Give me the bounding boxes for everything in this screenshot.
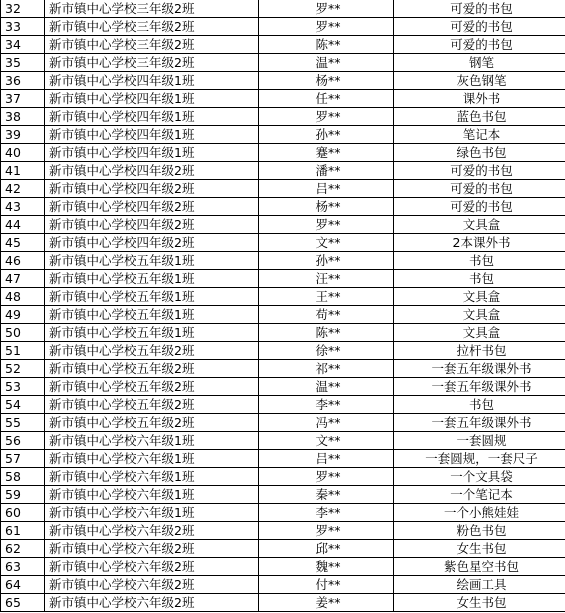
wish-item-cell: 一个文具袋	[394, 468, 565, 486]
table-row	[1, 594, 565, 612]
school-class-cell: 新市镇中心学校六年级2班	[45, 594, 259, 612]
table-row	[1, 90, 565, 108]
table-row	[1, 306, 565, 324]
row-number-cell: 64	[1, 576, 45, 594]
table-row	[1, 342, 565, 360]
table-row	[1, 288, 565, 306]
student-name-cell: 姜**	[259, 594, 394, 612]
row-number-cell: 59	[1, 486, 45, 504]
row-number-cell: 50	[1, 324, 45, 342]
row-number-cell: 38	[1, 108, 45, 126]
student-name-cell: 罗**	[259, 18, 394, 36]
school-class-cell: 新市镇中心学校三年级2班	[45, 36, 259, 54]
table-body	[1, 0, 565, 612]
table-row	[1, 522, 565, 540]
student-name-cell: 潘**	[259, 162, 394, 180]
school-class-cell: 新市镇中心学校四年级2班	[45, 234, 259, 252]
row-number-cell: 58	[1, 468, 45, 486]
row-number-cell: 61	[1, 522, 45, 540]
student-name-cell: 魏**	[259, 558, 394, 576]
row-number-cell: 55	[1, 414, 45, 432]
student-name-cell: 任**	[259, 90, 394, 108]
table-row	[1, 414, 565, 432]
row-number-cell: 40	[1, 144, 45, 162]
row-number-cell: 60	[1, 504, 45, 522]
table-row	[1, 450, 565, 468]
school-class-cell: 新市镇中心学校五年级1班	[45, 252, 259, 270]
wish-item-cell: 文具盒	[394, 288, 565, 306]
school-class-cell: 新市镇中心学校六年级1班	[45, 432, 259, 450]
school-class-cell: 新市镇中心学校五年级2班	[45, 414, 259, 432]
wish-item-cell: 可爱的书包	[394, 18, 565, 36]
school-class-cell: 新市镇中心学校五年级1班	[45, 324, 259, 342]
wish-item-cell: 一套五年级课外书	[394, 378, 565, 396]
wish-item-cell: 绿色书包	[394, 144, 565, 162]
wish-item-cell: 女生书包	[394, 594, 565, 612]
table-row	[1, 396, 565, 414]
wish-item-cell: 可爱的书包	[394, 36, 565, 54]
student-name-cell: 罗**	[259, 216, 394, 234]
student-name-cell: 汪**	[259, 270, 394, 288]
row-number-cell: 49	[1, 306, 45, 324]
row-number-cell: 65	[1, 594, 45, 612]
table-row	[1, 180, 565, 198]
row-number-cell: 34	[1, 36, 45, 54]
row-number-cell: 41	[1, 162, 45, 180]
wish-item-cell: 一套圆规	[394, 432, 565, 450]
wish-item-cell: 灰色钢笔	[394, 72, 565, 90]
school-class-cell: 新市镇中心学校三年级2班	[45, 18, 259, 36]
school-class-cell: 新市镇中心学校五年级1班	[45, 306, 259, 324]
row-number-cell: 46	[1, 252, 45, 270]
table-row	[1, 324, 565, 342]
school-class-cell: 新市镇中心学校四年级1班	[45, 72, 259, 90]
table-row	[1, 36, 565, 54]
row-number-cell: 51	[1, 342, 45, 360]
school-class-cell: 新市镇中心学校六年级1班	[45, 486, 259, 504]
school-class-cell: 新市镇中心学校五年级1班	[45, 270, 259, 288]
student-name-cell: 苟**	[259, 306, 394, 324]
student-name-cell: 罗**	[259, 0, 394, 18]
school-class-cell: 新市镇中心学校六年级2班	[45, 558, 259, 576]
school-class-cell: 新市镇中心学校六年级1班	[45, 468, 259, 486]
table-row	[1, 18, 565, 36]
table-row	[1, 576, 565, 594]
wish-item-cell: 文具盒	[394, 216, 565, 234]
student-name-cell: 孙**	[259, 252, 394, 270]
row-number-cell: 45	[1, 234, 45, 252]
student-name-cell: 温**	[259, 54, 394, 72]
school-class-cell: 新市镇中心学校四年级2班	[45, 216, 259, 234]
wish-item-cell: 书包	[394, 270, 565, 288]
student-name-cell: 罗**	[259, 108, 394, 126]
school-class-cell: 新市镇中心学校四年级1班	[45, 144, 259, 162]
table-row	[1, 468, 565, 486]
wish-item-cell: 一套五年级课外书	[394, 360, 565, 378]
table-row	[1, 126, 565, 144]
wish-item-cell: 女生书包	[394, 540, 565, 558]
table-row	[1, 504, 565, 522]
row-number-cell: 43	[1, 198, 45, 216]
student-name-cell: 罗**	[259, 468, 394, 486]
wish-item-cell: 笔记本	[394, 126, 565, 144]
row-number-cell: 63	[1, 558, 45, 576]
student-name-cell: 陈**	[259, 324, 394, 342]
table-row	[1, 162, 565, 180]
row-number-cell: 52	[1, 360, 45, 378]
school-class-cell: 新市镇中心学校四年级1班	[45, 108, 259, 126]
school-class-cell: 新市镇中心学校五年级2班	[45, 342, 259, 360]
wish-item-cell: 一套五年级课外书	[394, 414, 565, 432]
table-row	[1, 234, 565, 252]
student-name-cell: 冯**	[259, 414, 394, 432]
row-number-cell: 56	[1, 432, 45, 450]
wish-item-cell: 2本课外书	[394, 234, 565, 252]
school-class-cell: 新市镇中心学校六年级2班	[45, 540, 259, 558]
wish-item-cell: 书包	[394, 252, 565, 270]
student-name-cell: 李**	[259, 504, 394, 522]
school-class-cell: 新市镇中心学校四年级2班	[45, 162, 259, 180]
school-class-cell: 新市镇中心学校六年级1班	[45, 450, 259, 468]
school-class-cell: 新市镇中心学校四年级2班	[45, 180, 259, 198]
wish-item-cell: 拉杆书包	[394, 342, 565, 360]
table-row	[1, 432, 565, 450]
table-row	[1, 54, 565, 72]
wish-item-cell: 文具盒	[394, 324, 565, 342]
student-name-cell: 付**	[259, 576, 394, 594]
row-number-cell: 48	[1, 288, 45, 306]
school-class-cell: 新市镇中心学校五年级2班	[45, 378, 259, 396]
table-row	[1, 360, 565, 378]
row-number-cell: 47	[1, 270, 45, 288]
row-number-cell: 54	[1, 396, 45, 414]
table-row	[1, 144, 565, 162]
student-name-cell: 文**	[259, 234, 394, 252]
school-class-cell: 新市镇中心学校四年级1班	[45, 90, 259, 108]
wish-item-cell: 可爱的书包	[394, 180, 565, 198]
row-number-cell: 42	[1, 180, 45, 198]
student-name-cell: 文**	[259, 432, 394, 450]
table-row	[1, 216, 565, 234]
student-name-cell: 徐**	[259, 342, 394, 360]
table-row	[1, 108, 565, 126]
wish-item-cell: 绘画工具	[394, 576, 565, 594]
wish-item-cell: 书包	[394, 396, 565, 414]
student-name-cell: 吕**	[259, 180, 394, 198]
wish-item-cell: 一个笔记本	[394, 486, 565, 504]
student-name-cell: 秦**	[259, 486, 394, 504]
student-name-cell: 杨**	[259, 198, 394, 216]
row-number-cell: 53	[1, 378, 45, 396]
table-row	[1, 0, 565, 18]
row-number-cell: 37	[1, 90, 45, 108]
student-name-cell: 王**	[259, 288, 394, 306]
student-name-cell: 李**	[259, 396, 394, 414]
student-name-cell: 祁**	[259, 360, 394, 378]
table-row	[1, 378, 565, 396]
school-class-cell: 新市镇中心学校三年级2班	[45, 0, 259, 18]
school-class-cell: 新市镇中心学校三年级2班	[45, 54, 259, 72]
student-name-cell: 吕**	[259, 450, 394, 468]
table-row	[1, 540, 565, 558]
row-number-cell: 44	[1, 216, 45, 234]
school-class-cell: 新市镇中心学校五年级2班	[45, 396, 259, 414]
wish-item-cell: 钢笔	[394, 54, 565, 72]
school-class-cell: 新市镇中心学校六年级2班	[45, 576, 259, 594]
wish-item-cell: 课外书	[394, 90, 565, 108]
table-row	[1, 270, 565, 288]
wish-item-cell: 一套圆规，一套尺子	[394, 450, 565, 468]
student-name-cell: 邱**	[259, 540, 394, 558]
row-number-cell: 33	[1, 18, 45, 36]
school-class-cell: 新市镇中心学校六年级1班	[45, 504, 259, 522]
wish-item-cell: 可爱的书包	[394, 162, 565, 180]
school-class-cell: 新市镇中心学校六年级2班	[45, 522, 259, 540]
row-number-cell: 35	[1, 54, 45, 72]
wish-item-cell: 紫色星空书包	[394, 558, 565, 576]
table-row	[1, 252, 565, 270]
student-name-cell: 温**	[259, 378, 394, 396]
student-name-cell: 陈**	[259, 36, 394, 54]
wish-item-cell: 可爱的书包	[394, 0, 565, 18]
table-row	[1, 486, 565, 504]
wish-item-cell: 粉色书包	[394, 522, 565, 540]
table-row	[1, 558, 565, 576]
wish-item-cell: 蓝色书包	[394, 108, 565, 126]
student-name-cell: 罗**	[259, 522, 394, 540]
row-number-cell: 36	[1, 72, 45, 90]
student-name-cell: 孙**	[259, 126, 394, 144]
wish-item-cell: 一个小熊娃娃	[394, 504, 565, 522]
school-class-cell: 新市镇中心学校五年级2班	[45, 360, 259, 378]
wish-item-cell: 文具盒	[394, 306, 565, 324]
table-row	[1, 198, 565, 216]
row-number-cell: 32	[1, 0, 45, 18]
school-class-cell: 新市镇中心学校五年级1班	[45, 288, 259, 306]
table-row	[1, 72, 565, 90]
student-name-cell: 蹇**	[259, 144, 394, 162]
row-number-cell: 62	[1, 540, 45, 558]
wish-item-cell: 可爱的书包	[394, 198, 565, 216]
row-number-cell: 57	[1, 450, 45, 468]
school-class-cell: 新市镇中心学校四年级2班	[45, 198, 259, 216]
student-name-cell: 杨**	[259, 72, 394, 90]
school-class-cell: 新市镇中心学校四年级1班	[45, 126, 259, 144]
row-number-cell: 39	[1, 126, 45, 144]
